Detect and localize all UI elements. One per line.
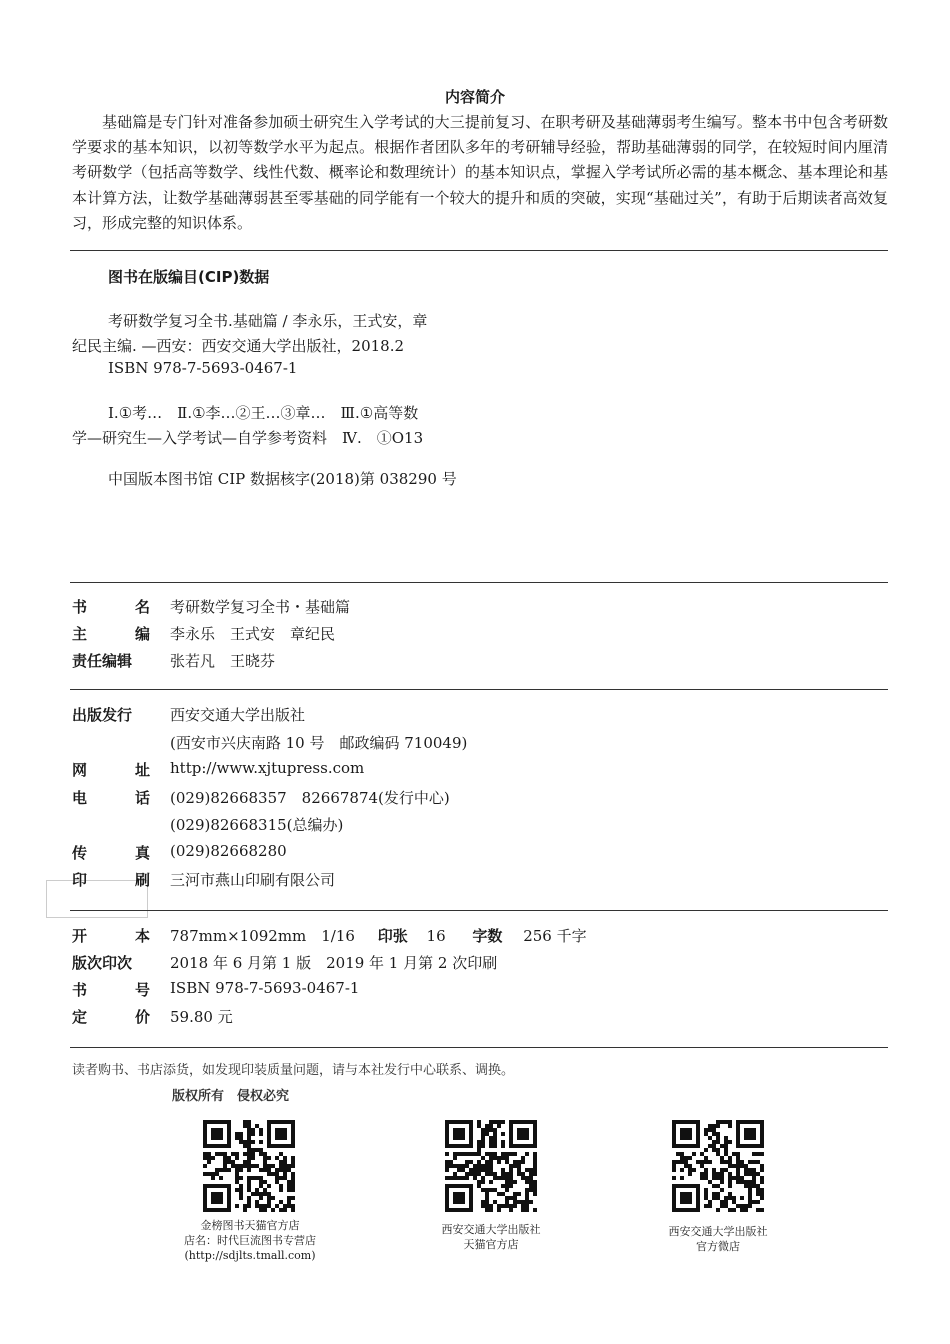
notice-text: 读者购书、书店添货，如发现印装质量问题，请与本社发行中心联系、调换。 [72, 1063, 515, 1078]
qr-code-icon [203, 1120, 295, 1212]
editors: 李永乐 王式安 章纪民 [170, 625, 336, 643]
copyright: 版权所有 侵权必究 [172, 1089, 290, 1104]
divider [70, 1047, 888, 1048]
label-resp-editor: 责任编辑 [72, 652, 133, 670]
cip-line: Ⅰ.①考… Ⅱ.①李…②王…③章… Ⅲ.①高等数 [108, 404, 419, 422]
divider [70, 910, 888, 911]
label-fax: 传 真 [72, 844, 150, 862]
cip-line: 考研数学复习全书.基础篇 / 李永乐，王式安，章 [108, 312, 428, 330]
label-format: 开 本 [72, 927, 150, 945]
divider [70, 250, 888, 251]
publisher-address: (西安市兴庆南路 10 号 邮政编码 710049) [170, 734, 468, 752]
label-price: 定 价 [72, 1008, 150, 1026]
cip-line: 纪民主编. —西安：西安交通大学出版社，2018.2 [72, 337, 405, 355]
label-tel: 电 话 [72, 789, 150, 807]
publisher-name: 西安交通大学出版社 [170, 706, 306, 724]
label-sheets: 印张 [377, 927, 408, 945]
qr-caption: 金榜图书天猫官方店 店名：时代巨流图书专营店 (http://sdjlts.tmall.com) [184, 1219, 316, 1262]
label-printer: 印 刷 [72, 871, 150, 889]
book-name: 考研数学复习全书・基础篇 [170, 598, 351, 616]
intro-paragraph: 基础篇是专门针对准备参加硕士研究生入学考试的大三提前复习、在职考研及基础薄弱考生编写。整本书中包含考研数学要求的基本知识，以初等数学水平为起点。根据作者团队多年的考研辅导经验，帮助基础薄弱的同学，在较短时间内厘清考研数学（包括高等数学、线性代数、概率论和数理统计）的基本知识点，掌握入学考试所必需的基本概念、基本理论和基本计算方法，让数学基础薄弱甚至零基础的同学能有一个较大的提升和质的突破，实现“基础过关”，有助于后期读者高效复习，形成完整的知识体系。 [72, 113, 888, 232]
price: 59.80 元 [170, 1008, 233, 1026]
edition: 2018 年 6 月第 1 版 2019 年 1 月第 2 次印刷 [170, 954, 498, 972]
qr-caption: 西安交通大学出版社 官方微店 [668, 1225, 768, 1253]
sheets: 16 [426, 927, 446, 945]
label-book-name: 书 名 [72, 598, 150, 616]
cip-line: 中国版本图书馆 CIP 数据核字(2018)第 038290 号 [108, 470, 457, 488]
label-editor: 主 编 [72, 625, 150, 643]
label-isbn: 书 号 [72, 981, 150, 999]
label-publisher: 出版发行 [72, 706, 133, 724]
format: 787mm×1092mm 1/16 [170, 927, 355, 945]
isbn: ISBN 978-7-5693-0467-1 [170, 979, 360, 997]
qr-caption: 西安交通大学出版社 天猫官方店 [441, 1223, 541, 1251]
qr-code-icon [672, 1120, 764, 1212]
words: 256 千字 [523, 927, 587, 945]
cip-heading: 图书在版编目(CIP)数据 [108, 268, 270, 286]
label-words: 字数 [472, 927, 503, 945]
publisher-fax: (029)82668280 [170, 842, 287, 860]
format-row [170, 925, 587, 946]
divider [70, 689, 888, 690]
publisher-web: http://www.xjtupress.com [170, 759, 365, 777]
divider [70, 582, 888, 583]
publisher-tel: (029)82668357 82667874(发行中心) [170, 789, 450, 807]
label-edition: 版次印次 [72, 954, 133, 972]
qr-code-icon [445, 1120, 537, 1212]
intro-title: 内容简介 [444, 88, 505, 106]
printer: 三河市燕山印刷有限公司 [170, 871, 336, 889]
publisher-tel: (029)82668315(总编办) [170, 816, 344, 834]
label-web: 网 址 [72, 761, 150, 779]
resp-editors: 张若凡 王晓芬 [170, 652, 276, 670]
cip-line: ISBN 978-7-5693-0467-1 [108, 359, 298, 377]
cip-line: 学—研究生—入学考试—自学参考资料 Ⅳ. ①O13 [72, 429, 424, 447]
